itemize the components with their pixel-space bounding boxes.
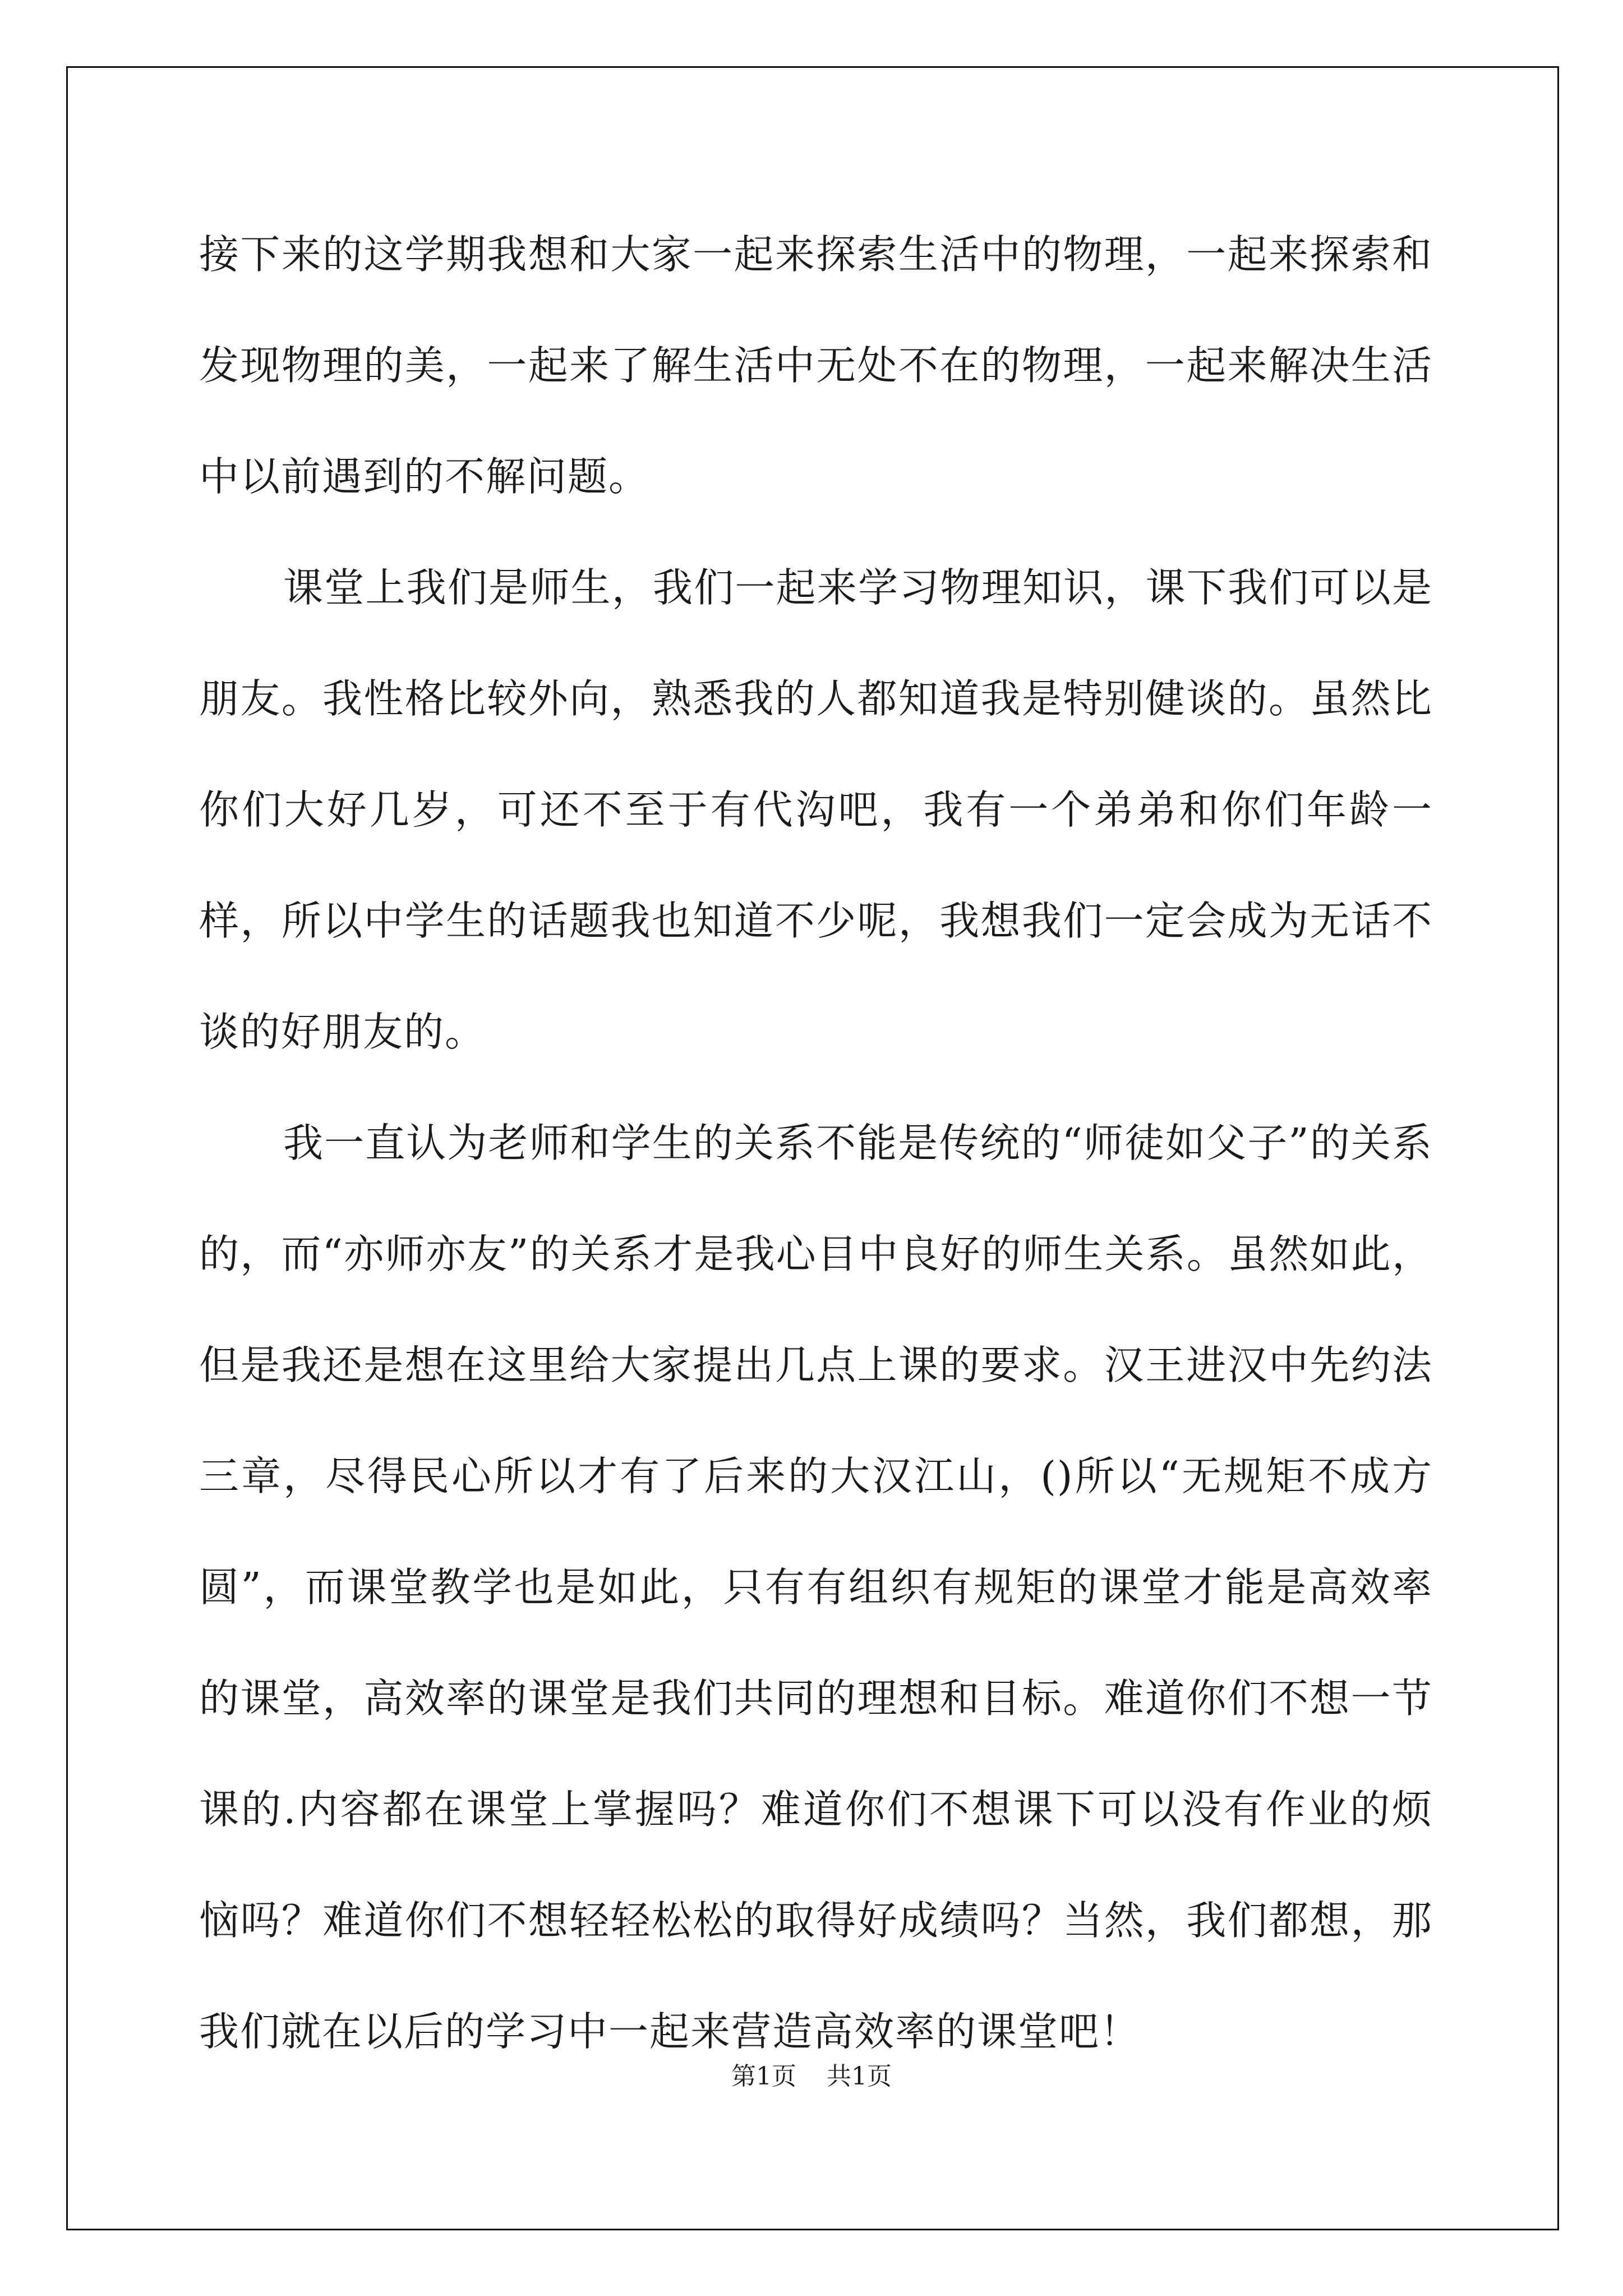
page-number: 第1页 [731, 2062, 796, 2091]
document-body [199, 199, 1433, 2087]
paragraph-3: 我一直认为老师和学生的关系不能是传统的“师徒如父子”的关系的，而“亦师亦友”的关系才是我心目中良好的师生关系。虽然如此，但是我还是想在这里给大家提出几点上课的要求。汉王进汉中先约法三章，尽得民心所以才有了后来的大汉江山，()所以“无规矩不成方圆”，而课堂教学也是如此，只有有组织有规矩的课堂才能是高效率的课堂，高效率的课堂是我们共同的理想和目标。难道你们不想一节课的.内容都在课堂上掌握吗？难道你们不想课下可以没有作业的烦恼吗？难道你们不想轻轻松松的取得好成绩吗？当然，我们都想，那我们就在以后的学习中一起来营造高效率的课堂吧！ [199, 1120, 1433, 2055]
page-total: 共1页 [827, 2062, 892, 2091]
page-footer [0, 2056, 1623, 2092]
paragraph-1: 接下来的这学期我想和大家一起来探索生活中的物理，一起来探索和发现物理的美，一起来了解生活中无处不在的物理，一起来解决生活中以前遇到的不解问题。 [199, 231, 1433, 500]
paragraph-2: 课堂上我们是师生，我们一起来学习物理知识，课下我们可以是朋友。我性格比较外向，熟悉我的人都知道我是特别健谈的。虽然比你们大好几岁，可还不至于有代沟吧，我有一个弟弟和你们年龄一样，所以中学生的话题我也知道不少呢，我想我们一定会成为无话不谈的好朋友的。 [199, 564, 1433, 1055]
